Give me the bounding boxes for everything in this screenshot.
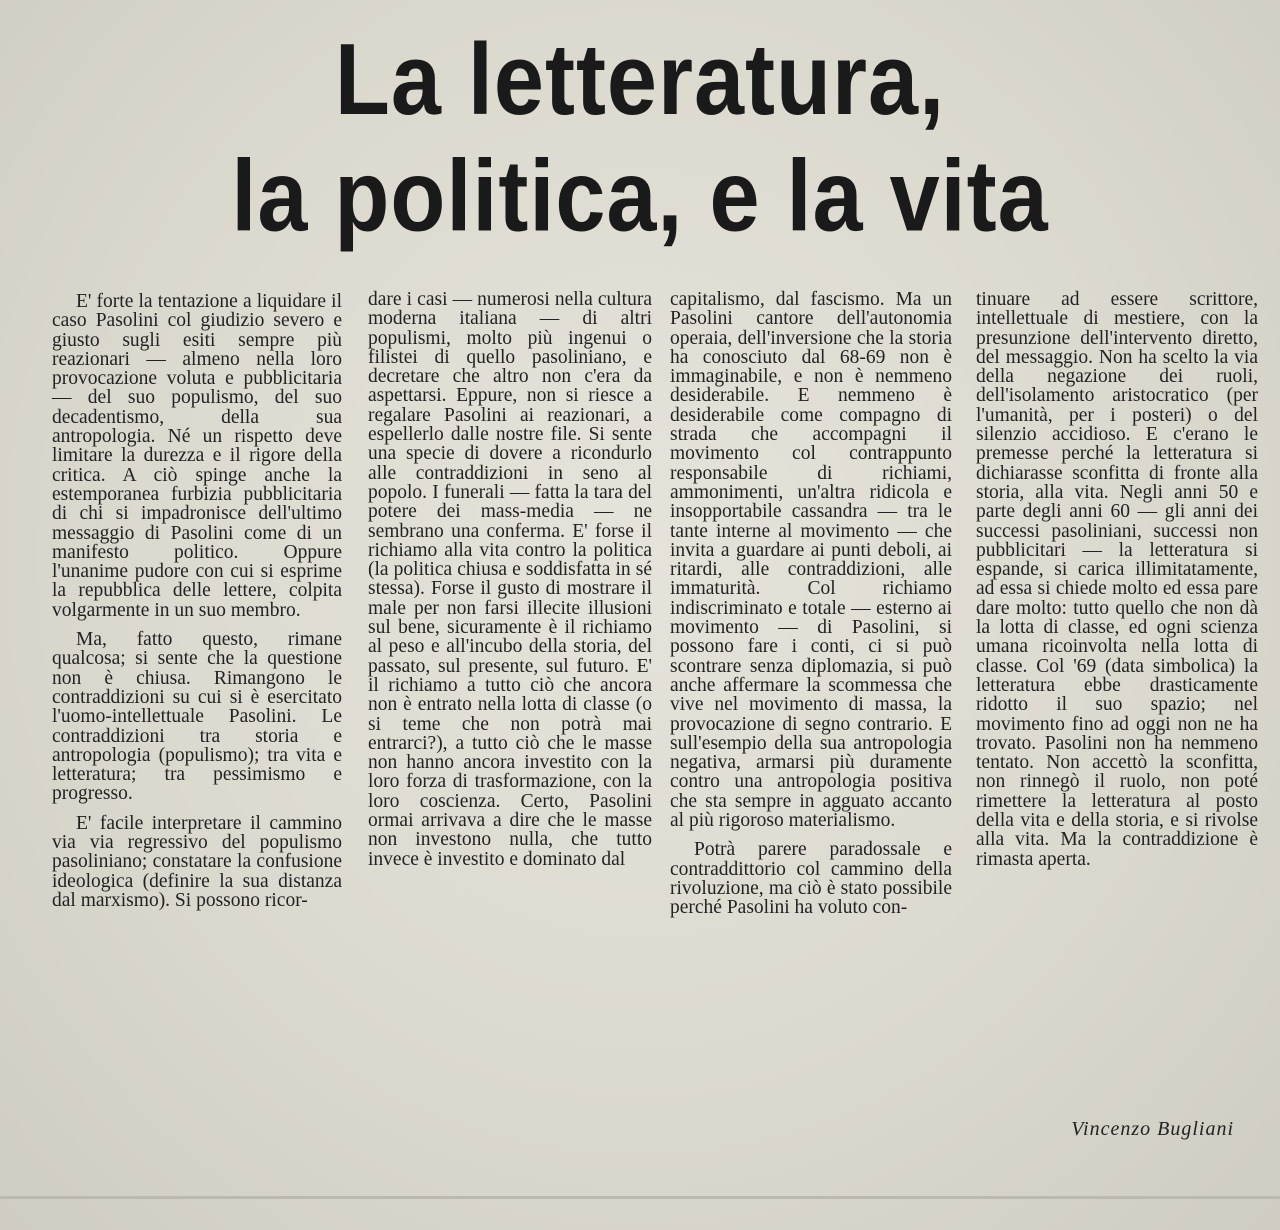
paragraph: E' facile interpretare il cammino via via regressivo del populismo pasoliniano; constatare la confusione ideologica (definire la sua distanza dal marxismo). Si possono ricor- <box>52 812 342 911</box>
column-4 <box>976 290 1258 879</box>
column-1 <box>52 292 342 920</box>
headline-line-1: La letteratura, <box>334 24 946 137</box>
paragraph: capitalismo, dal fascismo. Ma un Pasolini cantore dell'autonomia operaia, dell'inversione che la storia ha conosciuto dal 68-69 non è immaginabile, e non è nemmeno desiderabile. E nemmeno è desiderabile come compagno di strada che accompagni il movimento col contrappunto responsabile di richiami, ammonimenti, un'altra ridicola e insopportabile cassandra — tra le tante interne al movimento — che invita a guardare ai punti deboli, ai ritardi, alle contraddizioni, alle immaturità. Col richiamo indiscriminato e totale — esterno ai movimento — di Pasolini, si possono fare i conti, ci si può scontrare senza diplomazia, si può anche affermare la scommessa che vive nel movimento di massa, la provocazione di segno contrario. E sull'esempio della sua antropologia negativa, armarsi più duramente contro una antropologia positiva che sta sempre in agguato accanto al più rigoroso materialismo. <box>670 289 952 832</box>
bottom-rule <box>0 1196 1280 1199</box>
headline <box>0 22 1280 255</box>
column-2 <box>368 290 652 879</box>
paragraph: Potrà parere paradossale e contraddittorio col cammino della rivoluzione, ma ciò è stato possibile perché Pasolini ha voluto con- <box>670 839 952 919</box>
paragraph: Ma, fatto questo, rimane qualcosa; si sente che la questione non è chiusa. Rimangono le contraddizioni su cui si è esercitato l'uomo-intellettuale Pasolini. Le contraddizioni tra storia e antropologia (populismo); tra vita e letteratura; tra pessimismo e progresso. <box>52 629 342 805</box>
paragraph: tinuare ad essere scrittore, intellettuale di mestiere, con la presunzione dell'intervento diretto, del messaggio. Non ha scelto la via della negazione dei ruoli, dell'isolamento aristocratico (per l'umanità, per i posteri) o del silenzio accidioso. E c'erano le premesse perché la letteratura si dichiarasse sconfitta di fronte alla storia, alla vita. Negli anni 50 e parte degli anni 60 — gli anni dei successi pasoliniani, successi non pubblicitari — la letteratura si espande, si carica illimitatamente, ad essa si chiede molto ed essa pare dare molto: tutto quello che non dà la lotta di classe, ed ogni scienza umana ricoinvolta nella lotta di classe. Col '69 (data simbolica) la letteratura ebbe drasticamente ridotto il suo spazio; nel movimento fino ad oggi non ne ha trovato. Pasolini non ha nemmeno tentato. Non accettò la sconfitta, non rinnegò il ruolo, non poté rimettere la letteratura al posto della vita e della storia, e si rivolse alla vita. Ma la contraddizione è rimasta aperta. <box>976 289 1258 870</box>
paragraph: E' forte la tentazione a liquidare il caso Pasolini col giudizio severo e giusto sugli esiti sempre più reazionari — almeno nella loro provocazione voluta e pubblicitaria — del suo populismo, del suo decadentismo, della sua antropologia. Né un rispetto deve limitare la durezza e il rigore della critica. A ciò spinge anche la estemporanea furbizia pubblicitaria di chi si impadronisce dell'ultimo messaggio di Pasolini come di un manifesto politico. Oppure l'unanime pudore con cui si esprime la repubblica delle lettere, colpita volgarmente in un suo membro. <box>52 291 342 621</box>
article-body <box>52 288 1258 1148</box>
headline-line-2: la politica, e la vita <box>231 140 1049 253</box>
paragraph: dare i casi — numerosi nella cultura moderna italiana — di altri populismi, molto più ingenui o filistei di quello pasoliniano, e decretare che altro non c'era da aspettarsi. Eppure, non si riesce a regalare Pasolini ai reazionari, a espellerlo dalle nostre file. Si sente una specie di dovere a ricondurlo alle contraddizioni in seno al popolo. I funerali — fatta la tara del potere dei mass-media — ne sembrano una conferma. E' forse il richiamo alla vita contro la politica (la politica chiusa e soddisfatta in sé stessa). Forse il gusto di mostrare il male per non farsi illecite illusioni sul bene, sicuramente è il richiamo al peso e all'incubo della storia, del passato, sul presente, sul futuro. E' il richiamo a tutto ciò che ancora non è entrato nella lotta di classe (o si teme che non potrà mai entrarci?), a tutto ciò che le masse non hanno ancora investito con la loro forza di trasformazione, con la loro coscienza. Certo, Pasolini ormai arrivava a dire che le masse non investono nulla, che tutto invece è investito e dominato dal <box>368 289 652 870</box>
author-signature: Vincenzo Bugliani <box>1071 1118 1234 1140</box>
column-3 <box>670 290 952 928</box>
